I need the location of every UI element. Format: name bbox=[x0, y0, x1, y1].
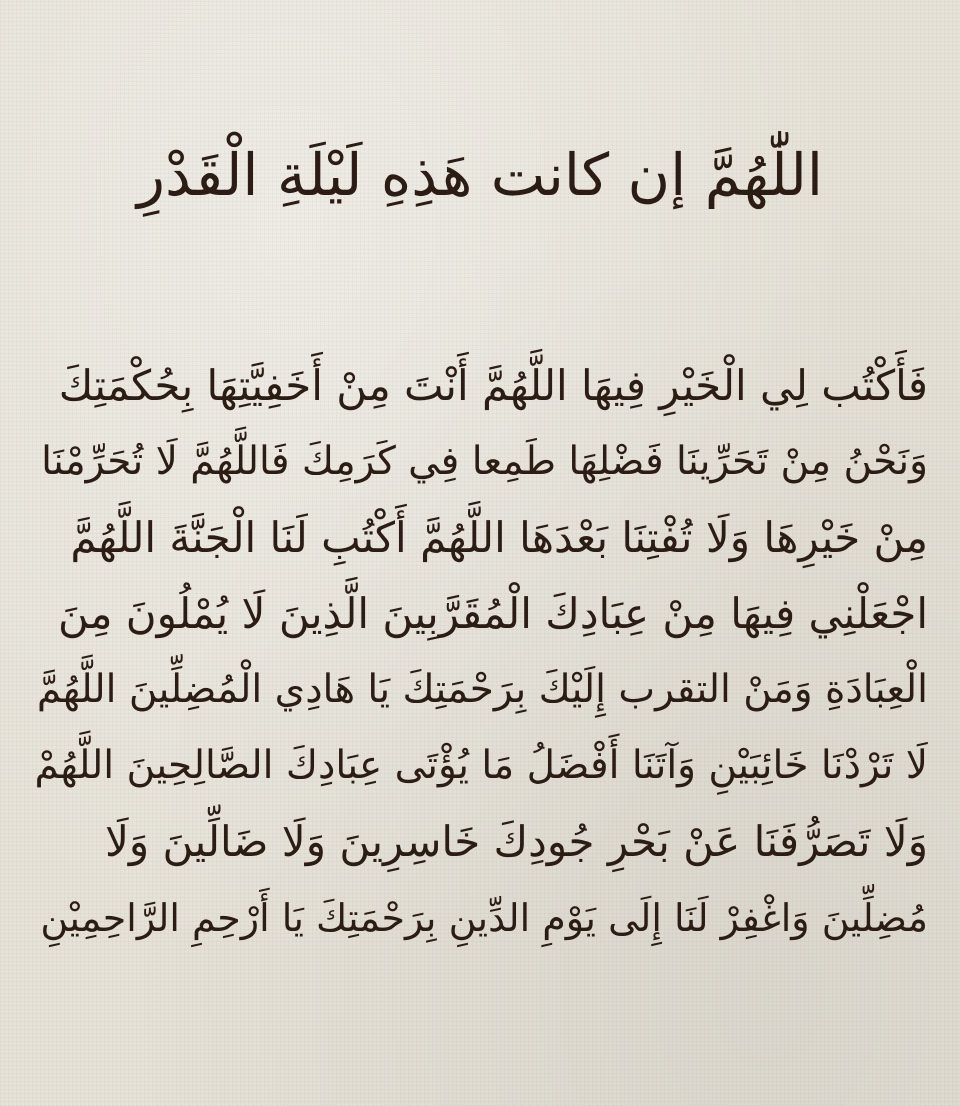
dua-line: وَنَحْنُ مِنْ تَحَرِّينَا فَضْلِهَا طَمِعا فِي كَرَمِكَ فَاللَّهُمَّ لَا تُحَرِّمْنَا bbox=[41, 439, 928, 484]
dua-text bbox=[20, 348, 940, 956]
dua-line: فَأَكْتُب لِي الْخَيْرِ فِيهَا اللَّهُمَّ أَنْتَ مِنْ أَخَفِيَّتِهَا بِحُكْمَتِكَ bbox=[58, 361, 928, 410]
dua-line: مُضِلِّينَ وَاغْفِرْ لَنَا إِلَى يَوْمِ الدِّينِ بِرَحْمَتِكَ يَا أَرْحِمِ الرَّاحِمِيْنِ bbox=[40, 896, 928, 940]
dua-line: وَلَا تَصَرُّفَنَا عَنْ بَحْرِ جُودِكَ خَاسِرِينَ وَلَا ضَالِّينَ وَلَا bbox=[104, 817, 928, 866]
dua-line: اجْعَلْنِي فِيهَا مِنْ عِبَادِكَ الْمُقَرَّبِينَ الَّذِينَ لَا يُمْلُونَ مِنَ bbox=[57, 589, 928, 638]
dua-line: مِنْ خَيْرِهَا وَلَا تُفْتِنَا بَعْدَهَا اللَّهُمَّ أَكْتُبِ لَنَا الْجَنَّةَ اللَّهُمَّ bbox=[70, 513, 928, 562]
page-title: اللّٰهُمَّ إن كانت هَذِهِ لَيْلَةِ الْقَدْرِ bbox=[136, 141, 824, 209]
dua-line: الْعِبَادَةِ وَمَنْ التقرب إِلَيْكَ بِرَحْمَتِكَ يَا هَادِي الْمُضِلِّينَ اللَّهُمَّ bbox=[36, 667, 928, 712]
dua-line: لَا تَرْدْنَا خَائِبَيْنِ وَآتَنَا أَفْضَلُ مَا يُؤْتَى عِبَادِكَ الصَّالِحِينَ اللَّهُمْ bbox=[34, 743, 928, 788]
